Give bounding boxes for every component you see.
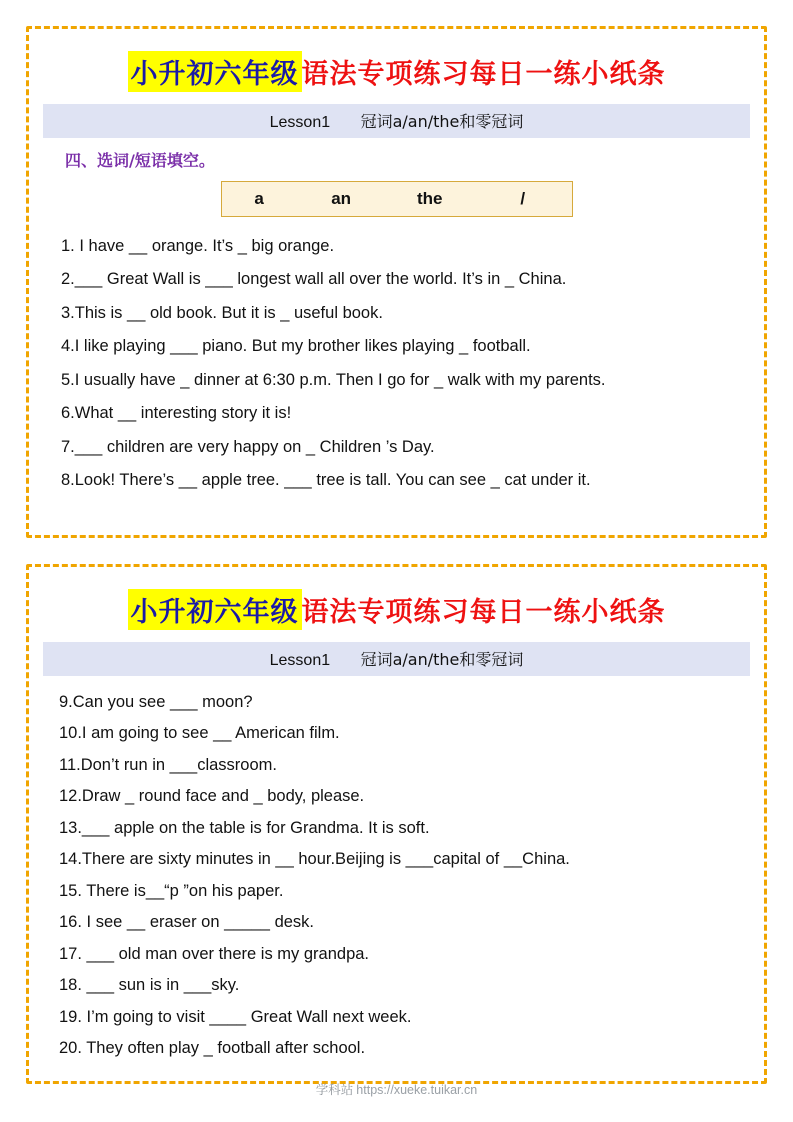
- question-item: 18. ___ sun is in ___sky.: [59, 976, 240, 994]
- card-2-question-list: [59, 686, 750, 1064]
- question-item: 4.I like playing ___ piano. But my brother likes playing _ football.: [61, 337, 531, 355]
- title-red-text: 语法专项练习每日一练小纸条: [301, 59, 666, 90]
- question-item: 3.This is __ old book. But it is _ useful book.: [61, 303, 383, 322]
- question-item: 1. I have __ orange. It’s _ big orange.: [61, 236, 335, 255]
- word-bank-option-a: a: [254, 189, 264, 208]
- word-bank: [221, 181, 573, 217]
- question-item: 15. There is__“p ”on his paper.: [59, 881, 284, 900]
- word-bank-option-none: /: [520, 189, 526, 208]
- worksheet-card-1: [26, 26, 767, 538]
- question-item: 14.There are sixty minutes in __ hour.Beijing is ___capital of __China.: [59, 850, 570, 868]
- word-bank-wrapper: [43, 181, 750, 217]
- question-item: 13.___ apple on the table is for Grandma. It is soft.: [59, 818, 430, 837]
- lesson-name: Lesson1: [269, 652, 331, 669]
- card-2-lesson-bar: [43, 642, 750, 676]
- lesson-name: Lesson1: [269, 114, 331, 131]
- card-1-question-list: [61, 229, 750, 497]
- section-heading: 四、选词/短语填空。: [65, 151, 215, 170]
- worksheet-card-2: [26, 564, 767, 1084]
- question-item: 16. I see __ eraser on _____ desk.: [59, 913, 315, 931]
- word-bank-option-an: an: [331, 189, 352, 208]
- question-item: 8.Look! There’s __ apple tree. ___ tree is tall. You can see _ cat under it.: [61, 471, 591, 489]
- question-item: 20. They often play _ football after school.: [59, 1039, 366, 1057]
- card-1-title: [43, 51, 750, 92]
- question-item: 5.I usually have _ dinner at 6:30 p.m. Then I go for _ walk with my parents.: [61, 370, 606, 389]
- word-bank-option-the: the: [416, 189, 443, 208]
- question-item: 19. I’m going to visit ____ Great Wall next week.: [59, 1007, 412, 1026]
- lesson-topic: 冠词a/an/the和零冠词: [360, 650, 524, 669]
- card-1-lesson-bar: [43, 104, 750, 138]
- question-item: 2.___ Great Wall is ___ longest wall all over the world. It’s in _ China.: [61, 270, 567, 288]
- title-highlight-text: 小升初六年级: [128, 589, 302, 630]
- card-2-title: [43, 589, 750, 630]
- question-item: 6.What __ interesting story it is!: [61, 404, 292, 422]
- lesson-topic: 冠词a/an/the和零冠词: [360, 112, 524, 131]
- watermark: [0, 1080, 793, 1098]
- title-red-text: 语法专项练习每日一练小纸条: [301, 597, 666, 628]
- question-item: 17. ___ old man over there is my grandpa.: [59, 944, 370, 963]
- question-item: 10.I am going to see __ American film.: [59, 724, 340, 742]
- question-item: 9.Can you see ___ moon?: [59, 692, 253, 711]
- watermark-logo: 学科站: [315, 1082, 354, 1097]
- title-highlight-text: 小升初六年级: [128, 51, 302, 92]
- question-item: 7.___ children are very happy on _ Children ’s Day.: [61, 437, 435, 456]
- question-item: 12.Draw _ round face and _ body, please.: [59, 787, 365, 805]
- watermark-url: https://xueke.tuikar.cn: [356, 1083, 478, 1097]
- question-item: 11.Don’t run in ___classroom.: [59, 755, 277, 774]
